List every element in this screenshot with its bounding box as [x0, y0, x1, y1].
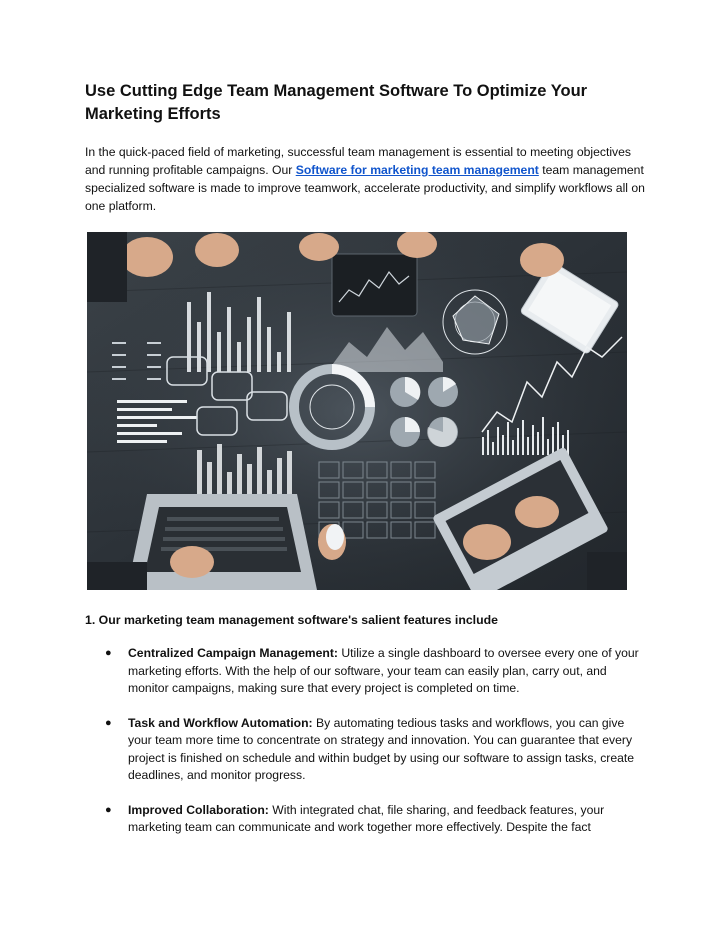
feature-description: By automating tedious tasks and workflows, you can give your team more time to concentrate on strategy and innovation. You can guarantee that every project is finished on schedule and within budget by using our software to assign tasks, create deadlines, and monitor progress.	[128, 715, 635, 782]
bullet-icon: ●	[105, 803, 112, 816]
list-item	[85, 645, 645, 698]
feature-term: Task and Workflow Automation:	[128, 715, 313, 730]
software-link[interactable]: Software for marketing team management	[295, 163, 539, 177]
intro-paragraph	[85, 143, 645, 215]
bullet-icon: ●	[105, 716, 112, 729]
feature-description: With integrated chat, file sharing, and feedback features, your marketing team can communicate and work together more effectively. Despite the fact	[128, 802, 605, 834]
features-list	[85, 645, 645, 854]
feature-term: Centralized Campaign Management:	[128, 646, 338, 660]
hero-image	[87, 232, 627, 590]
features-heading: 1. Our marketing team management software's salient features include	[85, 613, 498, 627]
article-title: Use Cutting Edge Team Management Software To Optimize Your Marketing Efforts	[85, 82, 588, 123]
list-item	[85, 715, 645, 785]
feature-description: Utilize a single dashboard to oversee every one of your marketing efforts. With the help of our software, your team can easily plan, carry out, and monitor campaigns, making sure that every project is completed on time.	[128, 646, 639, 695]
feature-term: Improved Collaboration:	[128, 802, 269, 817]
list-item	[85, 802, 645, 837]
team-analytics-photo	[87, 232, 627, 590]
intro-text-after: team management specialized software is made to improve teamwork, accelerate productivity, and simplify workflows all on one platform.	[85, 163, 645, 213]
intro-text-before: In the quick-paced field of marketing, successful team management is essential to meeting objectives and running profitable campaigns. Our	[85, 145, 632, 177]
bullet-icon: ●	[105, 647, 112, 659]
